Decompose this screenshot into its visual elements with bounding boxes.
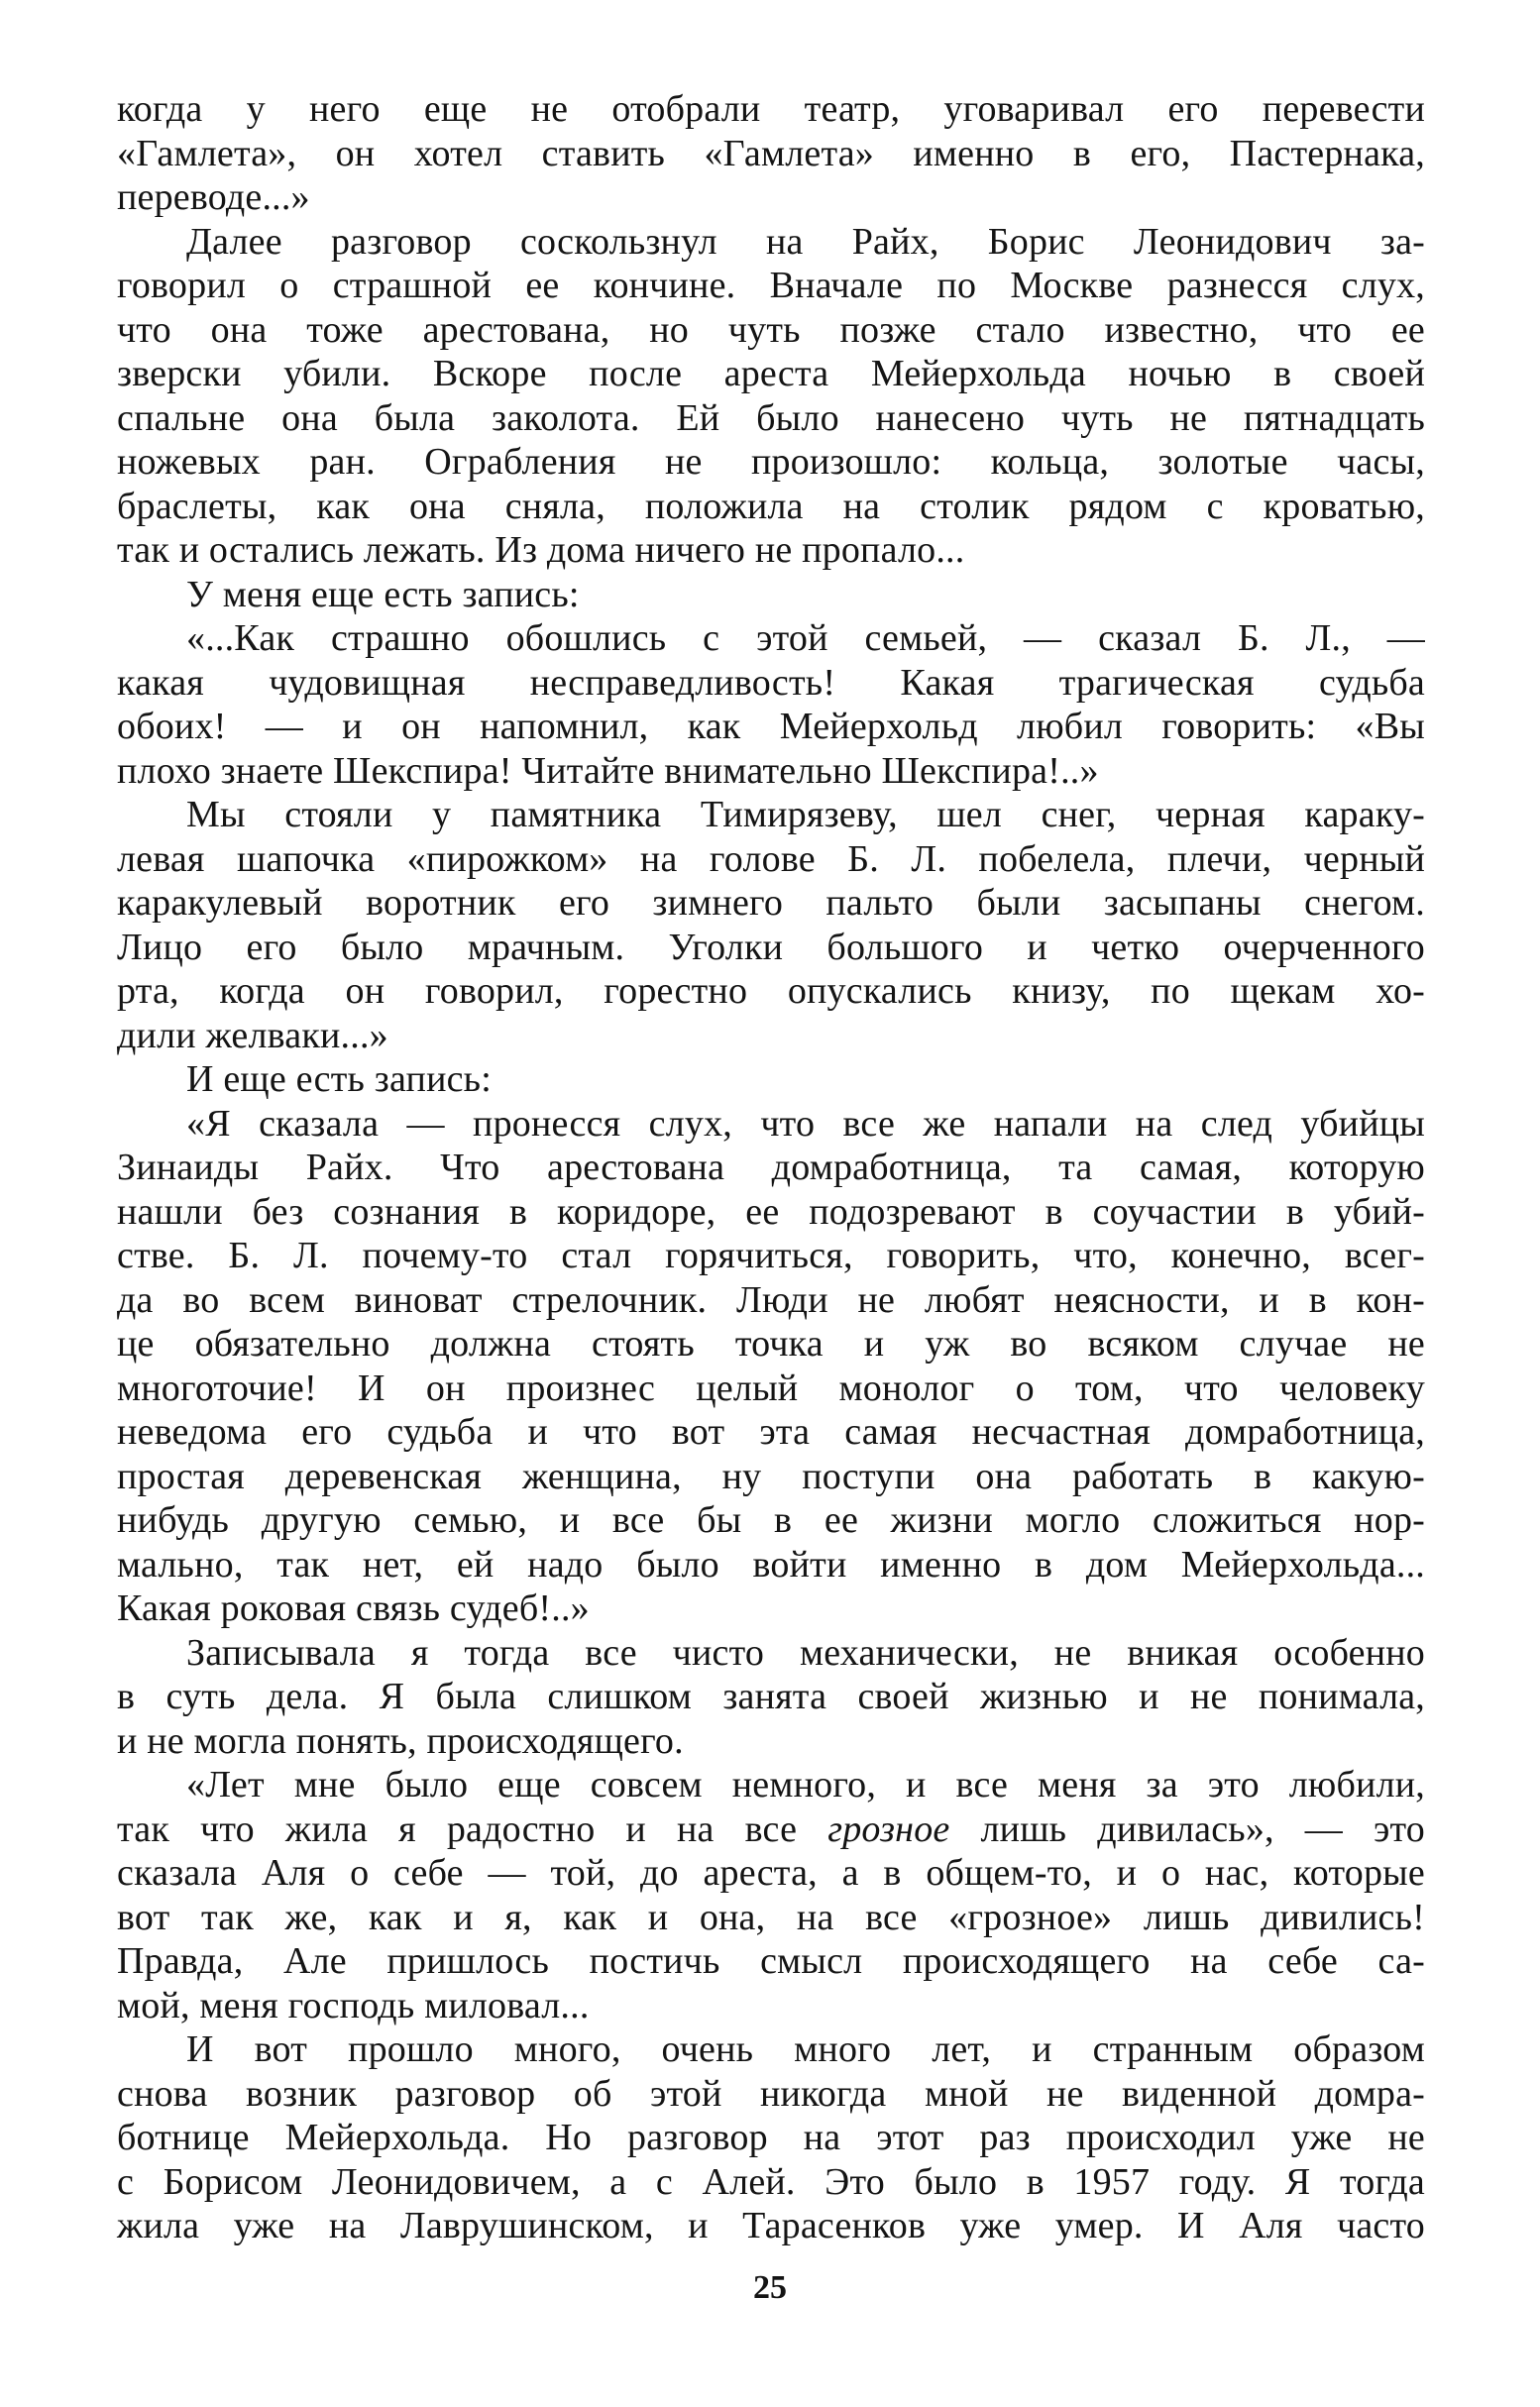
text-line: це обязательно должна стоять точка и уж во всяком случае не bbox=[117, 1323, 1425, 1365]
text-line: Мы стояли у памятника Тимирязеву, шел снег, черная караку- bbox=[186, 794, 1425, 835]
page-body bbox=[117, 87, 1425, 2248]
text-line: говорил о страшной ее кончине. Вначале по Москве разнесся слух, bbox=[117, 265, 1425, 306]
text-line: когда у него еще не отобрали театр, уговаривал его перевести bbox=[117, 88, 1425, 130]
text-line: многоточие! И он произнес целый монолог о том, что человеку bbox=[117, 1367, 1425, 1409]
text-line: жила уже на Лаврушинском, и Тарасенков уже умер. И Аля часто bbox=[117, 2205, 1425, 2246]
text-line: ножевых ран. Ограбления не произошло: кольца, золотые часы, bbox=[117, 441, 1425, 483]
text-line: мой, меня господь миловал... bbox=[117, 1984, 590, 2026]
text-line: Зинаиды Райх. Что арестована домработница, та самая, которую bbox=[117, 1147, 1425, 1188]
text-line: И еще есть запись: bbox=[186, 1058, 492, 1100]
text-line: в суть дела. Я была слишком занята своей жизнью и не понимала, bbox=[117, 1676, 1425, 1717]
text-line: неведома его судьба и что вот эта самая несчастная домработница, bbox=[117, 1411, 1425, 1453]
text-line: Правда, Але пришлось постичь смысл происходящего на себе са- bbox=[117, 1940, 1425, 1982]
text-line: так и остались лежать. Из дома ничего не пропало... bbox=[117, 529, 965, 571]
text-line: Какая роковая связь судеб!..» bbox=[117, 1587, 590, 1629]
text-line: «Я сказала — пронесся слух, что все же напали на след убийцы bbox=[186, 1102, 1425, 1145]
page-number: 25 bbox=[753, 2269, 787, 2306]
text-line: «Гамлета», он хотел ставить «Гамлета» именно в его, Пастернака, bbox=[117, 132, 1425, 174]
text-line: сказала Аля о себе — той, до ареста, а в общем-то, и о нас, которые bbox=[117, 1852, 1425, 1894]
text-line: мально, так нет, ей надо было войти именно в дом Мейерхольда... bbox=[117, 1543, 1425, 1586]
text-line: дили желваки...» bbox=[117, 1014, 388, 1056]
text-line: нибудь другую семью, и все бы в ее жизни могло сложиться нор- bbox=[117, 1499, 1425, 1541]
text-line: браслеты, как она сняла, положила на столик рядом с кроватью, bbox=[117, 485, 1425, 527]
text-line: рта, когда он говорил, горестно опускались книзу, по щекам хо- bbox=[117, 970, 1425, 1012]
text-line: каракулевый воротник его зимнего пальто были засыпаны снегом. bbox=[117, 882, 1425, 924]
text-line: Записывала я тогда все чисто механически, не вникая особенно bbox=[186, 1631, 1425, 1674]
text-line: плохо знаете Шекспира! Читайте внимательно Шекспира!..» bbox=[117, 749, 1099, 792]
text-line: снова возник разговор об этой никогда мной не виденной домра- bbox=[117, 2072, 1425, 2115]
text-line: что она тоже арестована, но чуть позже стало известно, что ее bbox=[117, 308, 1425, 351]
text-line: нашли без сознания в коридоре, ее подозревают в соучастии в убий- bbox=[117, 1190, 1425, 1233]
text-line: и не могла понять, происходящего. bbox=[117, 1719, 684, 1762]
text-line: так что жила я радостно и на все грозное лишь дивилась», — это bbox=[117, 1807, 1425, 1850]
text-line: переводе...» bbox=[117, 176, 310, 218]
text-line: с Борисом Леонидовичем, а с Алей. Это было в 1957 году. Я тогда bbox=[117, 2160, 1425, 2203]
text-line: левая шапочка «пирожком» на голове Б. Л. побелела, плечи, черный bbox=[117, 837, 1425, 880]
text-line: зверски убили. Вскоре после ареста Мейерхольда ночью в своей bbox=[117, 353, 1425, 394]
text-line: И вот прошло много, очень много лет, и странным образом bbox=[186, 2028, 1425, 2070]
text-line: «Лет мне было еще совсем немного, и все меня за это любили, bbox=[186, 1764, 1425, 1805]
text-line: стве. Б. Л. почему-то стал горячиться, говорить, что, конечно, всег- bbox=[117, 1235, 1425, 1276]
emphasis: грозное bbox=[827, 1807, 950, 1850]
text-line: Далее разговор соскользнул на Райх, Борис Леонидович за- bbox=[186, 220, 1425, 263]
text-line: Лицо его было мрачным. Уголки большого и четко очерченного bbox=[117, 926, 1425, 968]
text-line: ботнице Мейерхольда. Но разговор на этот раз происходил уже не bbox=[117, 2117, 1425, 2158]
text-line: простая деревенская женщина, ну поступи она работать в какую- bbox=[117, 1455, 1425, 1497]
text-line: какая чудовищная несправедливость! Какая трагическая судьба bbox=[117, 661, 1425, 704]
text-line: вот так же, как и я, как и она, на все «грозное» лишь дивились! bbox=[117, 1896, 1425, 1938]
text-line: «...Как страшно обошлись с этой семьей, — сказал Б. Л., — bbox=[186, 617, 1425, 659]
text-line: обоих! — и он напомнил, как Мейерхольд любил говорить: «Вы bbox=[117, 706, 1425, 747]
text-line: да во всем виноват стрелочник. Люди не любят неясности, и в кон- bbox=[117, 1278, 1425, 1321]
text-line: спальне она была заколота. Ей было нанесено чуть не пятнадцать bbox=[117, 396, 1425, 439]
text-line: У меня еще есть запись: bbox=[186, 573, 580, 615]
